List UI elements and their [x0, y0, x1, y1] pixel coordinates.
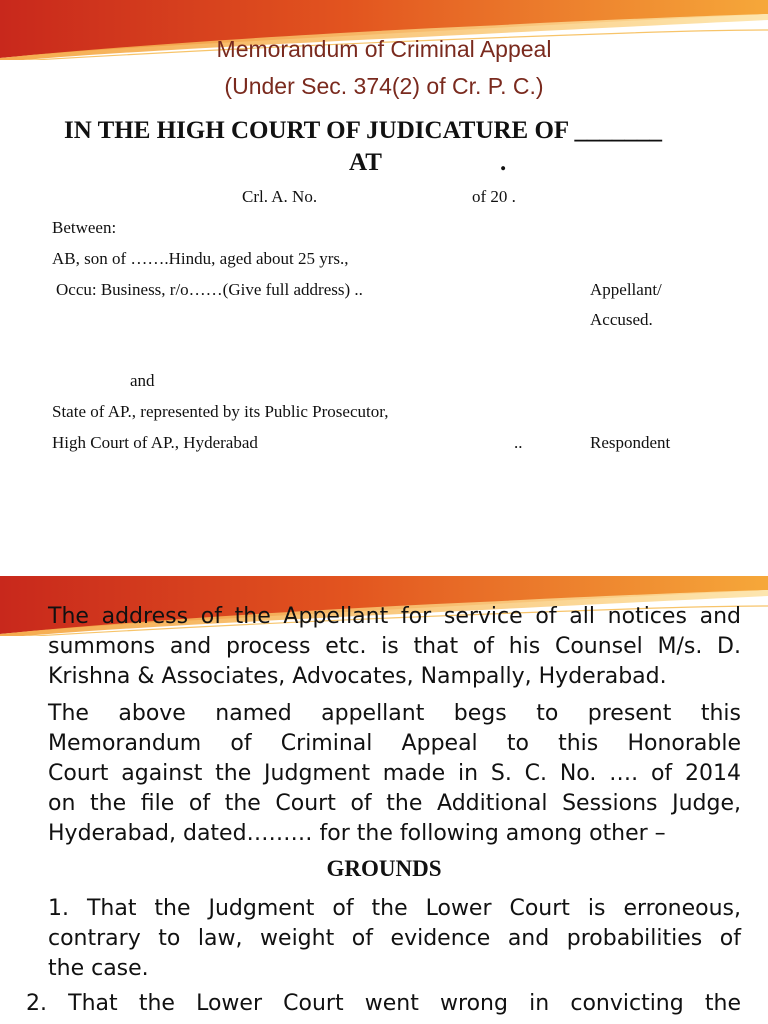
- slide-subtitle: (Under Sec. 374(2) of Cr. P. C.): [224, 73, 544, 99]
- slide-title: Memorandum of Criminal Appeal: [216, 36, 552, 62]
- ground-2-line: 2. That the Lower Court went wrong in convicting the: [26, 991, 741, 1016]
- slide-2: [0, 576, 768, 1024]
- between-label: Between:: [52, 218, 117, 237]
- court-heading-period: .: [500, 149, 507, 176]
- paragraph-appeal-line: on the file of the Court of the Additional Sessions Judge,: [48, 791, 741, 816]
- appellant-role-line2: Accused.: [590, 310, 653, 329]
- paragraph-address-line: The address of the Appellant for service of all notices and: [48, 604, 741, 629]
- paragraph-address-line: Krishna & Associates, Advocates, Nampally, Hyderabad.: [48, 664, 667, 689]
- and-label: and: [130, 371, 155, 390]
- case-year-label: of 20 .: [472, 187, 516, 206]
- respondent-dots: ..: [514, 433, 523, 452]
- ground-1-line: the case.: [48, 956, 149, 981]
- appellant-description-line2: Occu: Business, r/o……(Give full address) ..: [56, 280, 363, 299]
- ground-1-line: 1. That the Judgment of the Lower Court is erroneous,: [48, 896, 741, 921]
- paragraph-appeal-line: The above named appellant begs to present this: [48, 701, 741, 726]
- court-heading-at: AT: [349, 149, 382, 176]
- respondent-role: Respondent: [590, 433, 671, 452]
- paragraph-address-line: summons and process etc. is that of his Counsel M/s. D.: [48, 634, 741, 659]
- appellant-description-line1: AB, son of …….Hindu, aged about 25 yrs.,: [52, 249, 349, 268]
- respondent-description-line1: State of AP., represented by its Public Prosecutor,: [52, 402, 389, 421]
- slide-gap: [0, 512, 768, 576]
- ground-1-line: contrary to law, weight of evidence and probabilities of: [48, 926, 741, 951]
- paragraph-appeal-line: Court against the Judgment made in S. C. No. …. of 2014: [48, 761, 741, 786]
- paragraph-appeal-line: Hyderabad, dated……… for the following among other –: [48, 821, 666, 846]
- court-heading-line1: IN THE HIGH COURT OF JUDICATURE OF _______: [64, 117, 663, 144]
- appellant-role-line1: Appellant/: [590, 280, 662, 299]
- grounds-heading: GROUNDS: [326, 856, 442, 881]
- paragraph-appeal-line: Memorandum of Criminal Appeal to this Honorable: [48, 731, 741, 756]
- case-number-label: Crl. A. No.: [242, 187, 318, 206]
- respondent-description-line2: High Court of AP., Hyderabad: [52, 433, 258, 452]
